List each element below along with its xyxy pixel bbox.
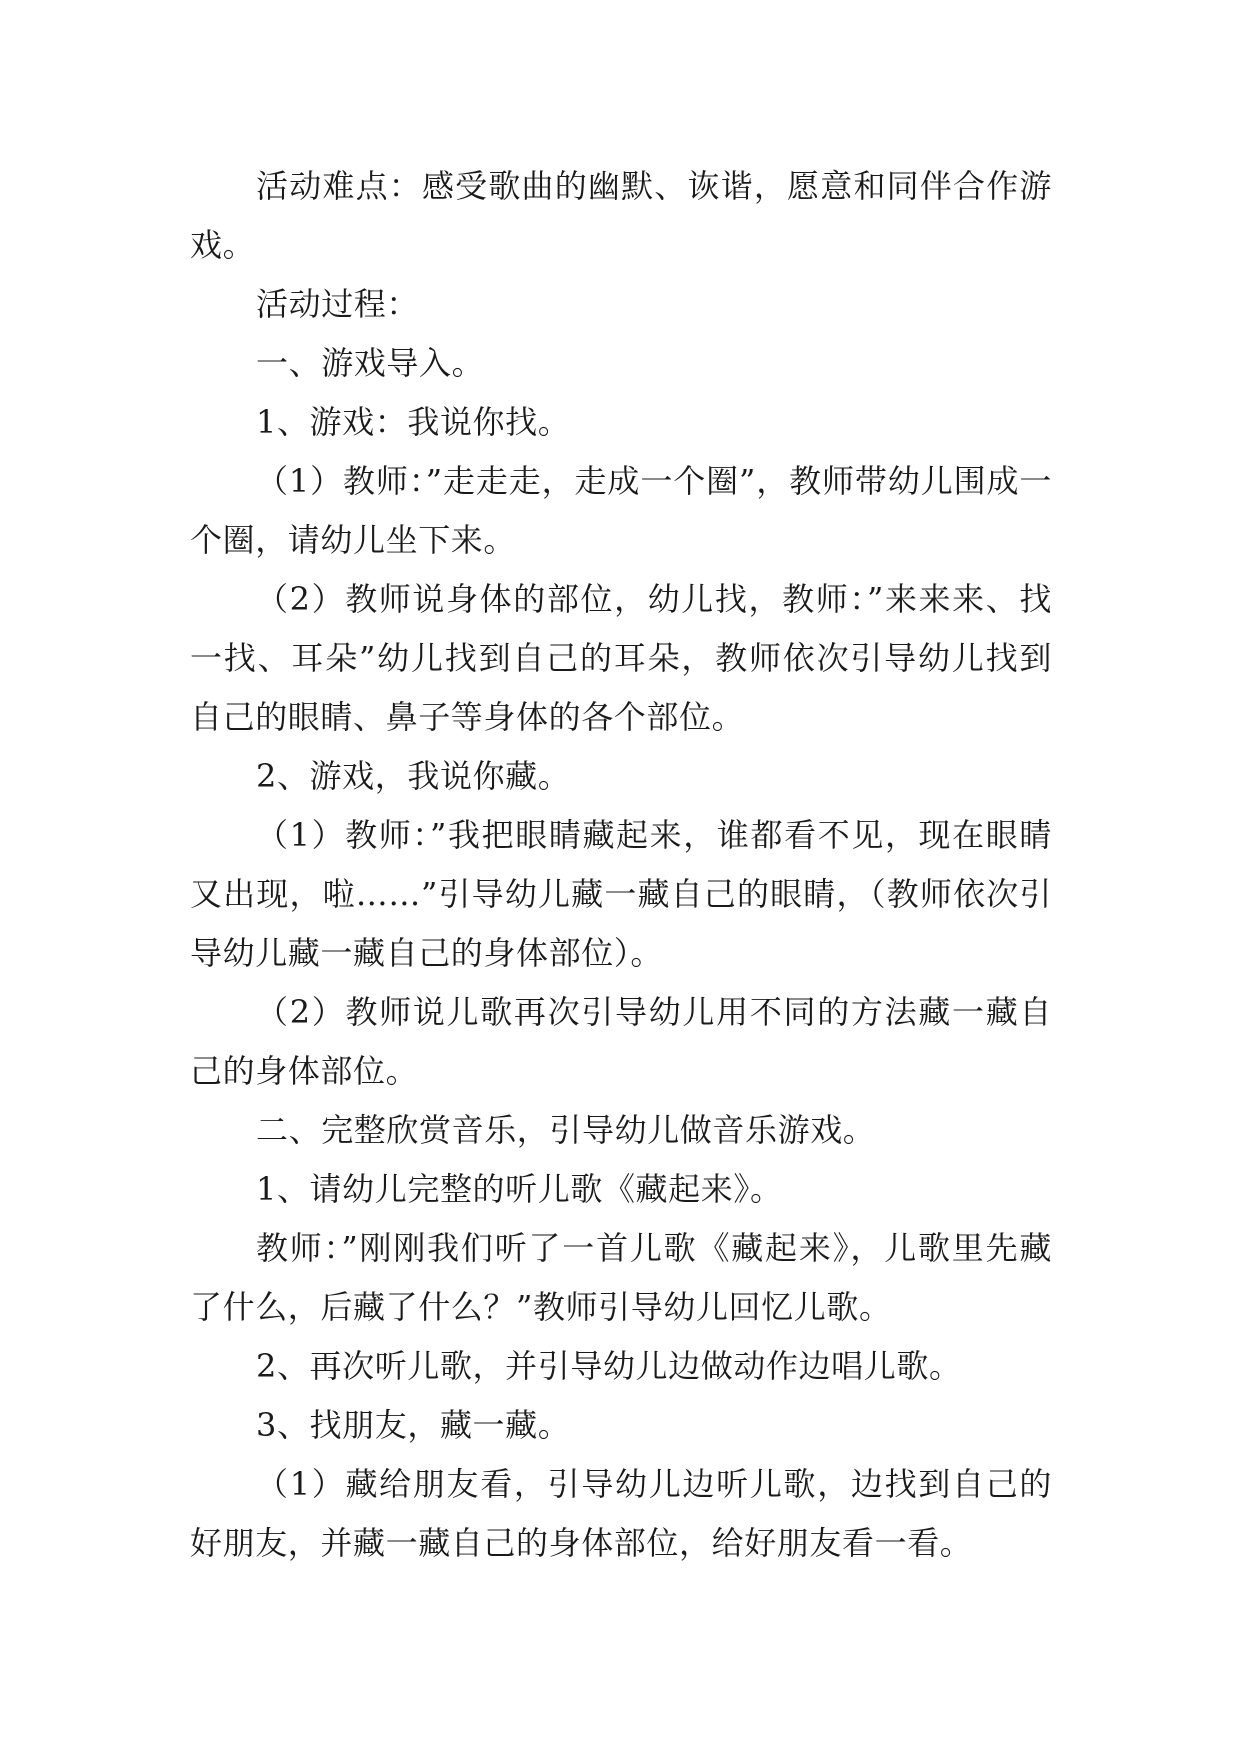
paragraph-hide-eyes: （1）教师：”我把眼睛藏起来，谁都看不见，现在眼睛又出现，啦……”引导幼儿藏一藏自己的眼睛，（教师依次引导幼儿藏一藏自己的身体部位）。 <box>190 816 1052 972</box>
subheading-find-friends: 3、找朋友，藏一藏。 <box>256 1406 571 1444</box>
paragraph-listen-song: 1、请幼儿完整的听儿歌《藏起来》。 <box>256 1170 783 1208</box>
subheading-i-say-you-hide: 2、游戏，我说你藏。 <box>256 757 571 795</box>
paragraph-teacher-recall: 教师：”刚刚我们听了一首儿歌《藏起来》，儿歌里先藏了什么，后藏了什么？”教师引导幼儿回忆儿歌。 <box>190 1229 1052 1326</box>
paragraph-body-parts: （2）教师说身体的部位，幼儿找，教师：”来来来、找一找、耳朵”幼儿找到自己的耳朵，教师依次引导幼儿找到自己的眼睛、鼻子等身体的各个部位。 <box>190 580 1052 736</box>
paragraph-rhyme-hide: （2）教师说儿歌再次引导幼儿用不同的方法藏一藏自己的身体部位。 <box>190 993 1052 1090</box>
section-heading-music-game: 二、完整欣赏音乐，引导幼儿做音乐游戏。 <box>256 1111 876 1149</box>
paragraph-circle-up: （1）教师：”走走走，走成一个圈”，教师带幼儿围成一个圈，请幼儿坐下来。 <box>190 462 1052 559</box>
subheading-i-say-you-find: 1、游戏：我说你找。 <box>256 403 571 441</box>
paragraph-hide-for-friend: （1）藏给朋友看，引导幼儿边听儿歌，边找到自己的好朋友，并藏一藏自己的身体部位，给好朋友看一看。 <box>190 1465 1052 1562</box>
section-heading-game-intro: 一、游戏导入。 <box>256 344 485 382</box>
paragraph-difficulty: 活动难点：感受歌曲的幽默、诙谐，愿意和同伴合作游戏。 <box>190 167 1052 264</box>
paragraph-process-heading: 活动过程： <box>256 285 420 323</box>
paragraph-sing-with-actions: 2、再次听儿歌，并引导幼儿边做动作边唱儿歌。 <box>256 1347 962 1385</box>
document-body <box>190 157 1052 1573</box>
